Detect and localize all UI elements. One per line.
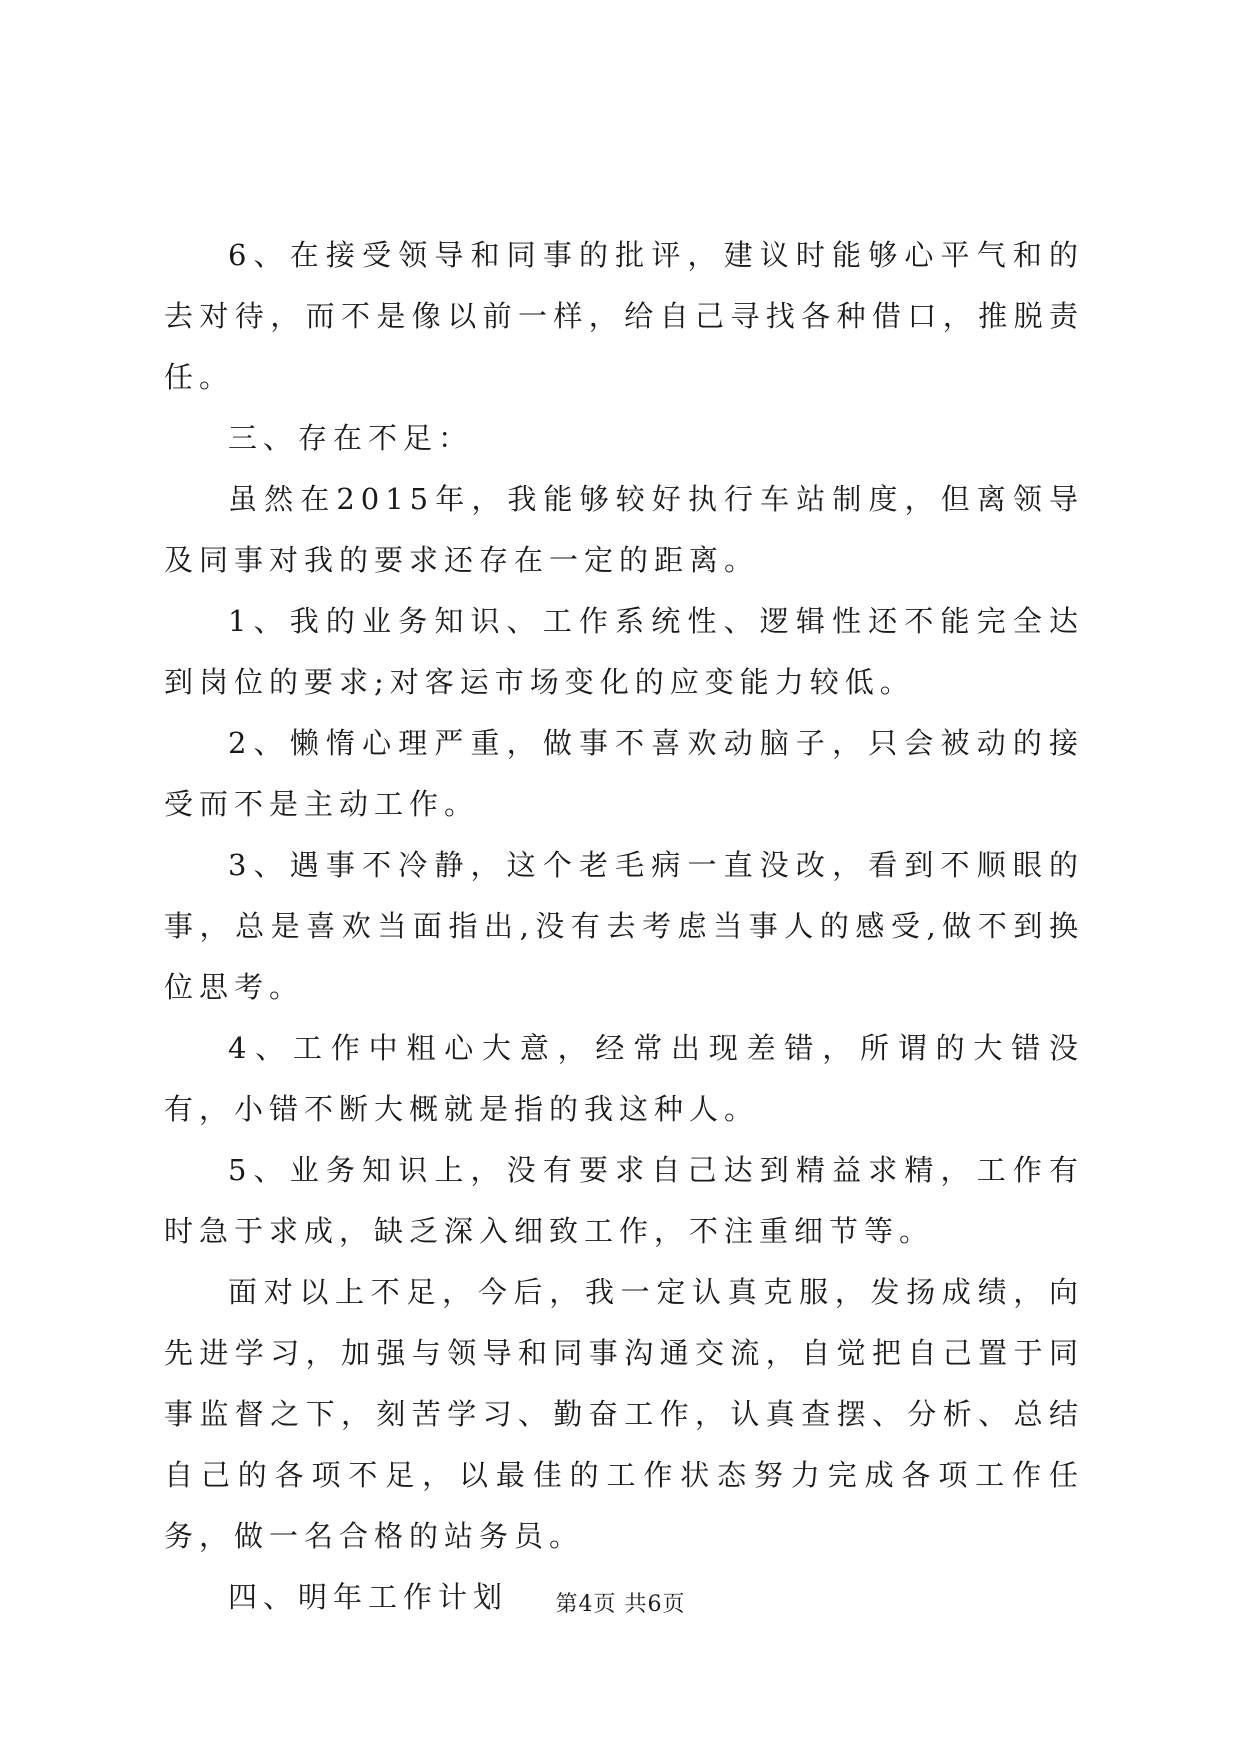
paragraph-intro-shortcomings: 虽然在2015年，我能够较好执行车站制度，但离领导及同事对我的要求还存在一定的距离。 <box>164 482 1084 577</box>
paragraph-item-2: 2、懒惰心理严重，做事不喜欢动脑子，只会被动的接受而不是主动工作。 <box>164 726 1084 821</box>
paragraph-conclusion: 面对以上不足，今后，我一定认真克服，发扬成绩，向先进学习，加强与领导和同事沟通交流，自觉把自己置于同事监督之下，刻苦学习、勤奋工作，认真查摆、分析、总结自己的各项不足，以最佳的工作状态努力完成各项工作任务，做一名合格的站务员。 <box>164 1275 1084 1553</box>
section-heading-shortcomings: 三、存在不足： <box>228 421 474 455</box>
paragraph-item-1: 1、我的业务知识、工作系统性、逻辑性还不能完全达到岗位的要求;对客运市场变化的应变能力较低。 <box>164 604 1084 699</box>
paragraph-item-5: 5、业务知识上，没有要求自己达到精益求精，工作有时急于求成，缺乏深入细致工作，不注重细节等。 <box>164 1153 1084 1248</box>
document-body <box>164 225 1084 1628</box>
paragraph-item-4: 4、工作中粗心大意，经常出现差错，所谓的大错没有，小错不断大概就是指的我这种人。 <box>164 1031 1084 1126</box>
paragraph-item-6: 6、在接受领导和同事的批评，建议时能够心平气和的去对待，而不是像以前一样，给自己寻找各种借口，推脱责任。 <box>164 238 1084 394</box>
paragraph-item-3: 3、遇事不冷静，这个老毛病一直没改，看到不顺眼的事，总是喜欢当面指出,没有去考虑当事人的感受,做不到换位思考。 <box>164 848 1084 1004</box>
page-number-footer: 第4页 共6页 <box>555 1592 686 1617</box>
section-heading-next-year-plan: 四、明年工作计划 <box>228 1580 509 1614</box>
